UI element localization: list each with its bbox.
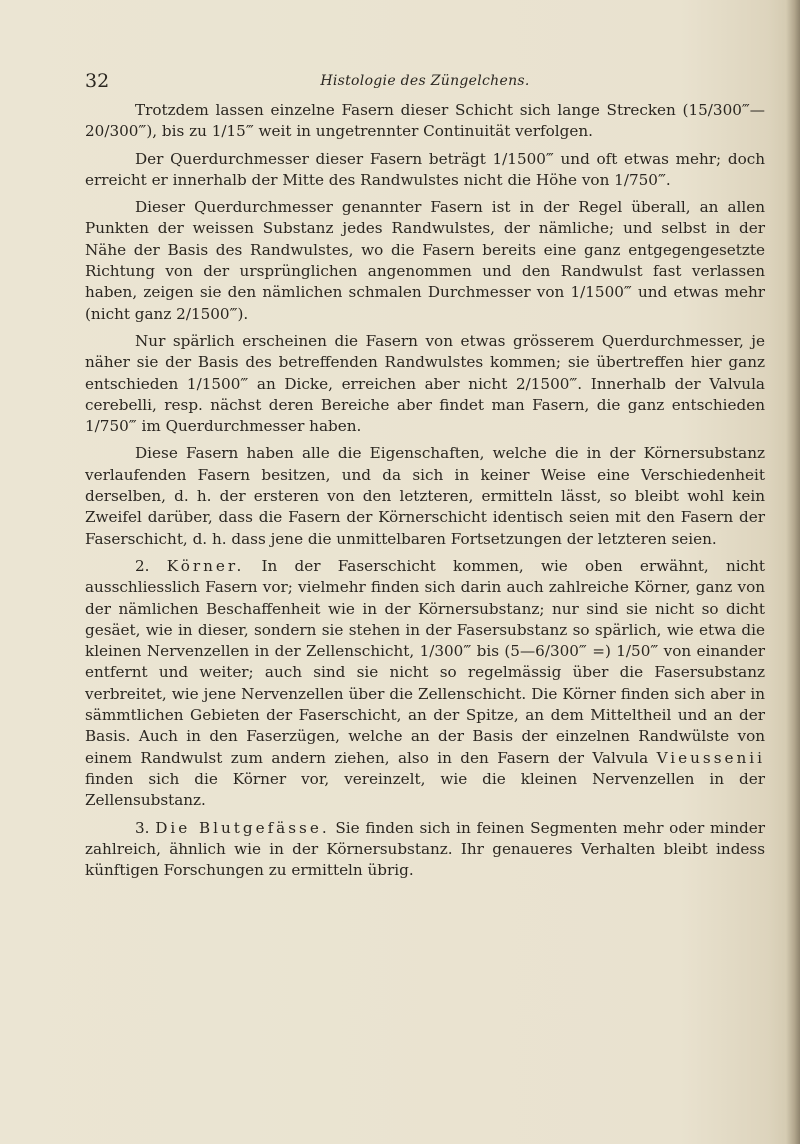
- paragraph-4: Nur spärlich erscheinen die Fasern von etwas grösserem Querdurchmesser, je näher sie der Basis des betreffenden Randwulstes kommen; sie übertreffen hier ganz entschieden 1/1500‴ an Dicke, erreichen aber nicht 2/1500‴. Innerhalb der Valvula cerebelli, resp. nächst deren Bereiche aber findet man Fasern, die ganz entschieden 1/750‴ im Querdurchmesser haben.: [85, 331, 765, 436]
- paragraph-3: Dieser Querdurchmesser genannter Fasern ist in der Regel überall, an allen Punkten der weissen Substanz jedes Randwulstes, der nämliche; und selbst in der Nähe der Basis des Randwulstes, wo die Fasern bereits eine ganz entgegengesetzte Richtung von der ursprünglichen angenommen und den Randwulst fast verlassen haben, zeigen sie den nämlichen schmalen Durchmesser von 1/1500‴ und etwas mehr (nicht ganz 2/1500‴).: [85, 198, 765, 323]
- paragraph-5: Diese Fasern haben alle die Eigenschaften, welche die in der Körnersubstanz verlaufenden Fasern besitzen, und da sich in keiner Weise eine Verschiedenheit derselben, d. h. der ersteren von den letzteren, ermitteln lässt, so bleibt wohl kein Zweifel darüber, dass die Fasern der Körnerschicht identisch seien mit den Fasern der Faserschicht, d. h. dass jene die unmittelbaren Fortsetzungen der letzteren seien.: [85, 444, 765, 548]
- proper-name: Vieussenii: [656, 748, 765, 767]
- running-title: Histologie des Züngelchens.: [320, 73, 530, 89]
- section-blutgefaesse: [85, 818, 765, 882]
- page-header: [85, 70, 765, 94]
- page-edge-shadow: [786, 0, 800, 1144]
- section-number: 3.: [135, 818, 150, 837]
- section-text-tail: finden sich die Körner vor, vereinzelt, wie die kleinen Nervenzellen in der Zellensubstanz.: [85, 769, 765, 810]
- section-heading: Körner.: [166, 556, 245, 575]
- section-koerner: [85, 556, 765, 812]
- paragraph-1: Trotzdem lassen einzelne Fasern dieser Schicht sich lange Strecken (15/300‴—20/300‴), bis zu 1/15‴ weit in ungetrennter Continuität verfolgen.: [85, 101, 765, 141]
- section-text: Sie finden sich in feinen Segmenten mehr oder minder zahlreich, ähnlich wie in der Körnersubstanz. Ihr genaueres Verhalten bleibt indess künftigen Forschungen zu ermitteln übrig.: [85, 818, 766, 880]
- section-number: 2.: [135, 556, 150, 575]
- section-heading: Die Blutgefässe.: [155, 818, 330, 837]
- section-text: In der Faserschicht kommen, wie oben erwähnt, nicht ausschliesslich Fasern vor; vielmehr finden sich darin auch zahlreiche Körner, ganz von der nämlichen Beschaffenheit wie in der Körnersubstanz; nur sind sie nicht so dicht gesäet, wie in dieser, sondern sie stehen in der Fasersubstanz so spärlich, wie etwa die kleinen Nervenzellen in der Zellenschicht, 1/300‴ bis (5—6/300‴ =) 1/50‴ von einander entfernt und weiter; auch sind sie nicht so regelmässig über die Fasersubstanz verbreitet, wie jene Nervenzellen über die Zellenschicht. Die Körner finden sich aber in sämmtlichen Gebieten der Faserschicht, an der Spitze, an dem Mitteltheil und an der Basis. Auch in den Faserzügen, welche an der Basis der einzelnen Randwülste von einem Randwulst zum andern ziehen, also in den Fasern der Valvula: [85, 556, 766, 767]
- body-text: [85, 100, 765, 887]
- paragraph-2: Der Querdurchmesser dieser Fasern beträgt 1/1500‴ und oft etwas mehr; doch erreicht er innerhalb der Mitte des Randwulstes nicht die Höhe von 1/750‴.: [85, 149, 765, 189]
- page-number: 32: [85, 70, 110, 92]
